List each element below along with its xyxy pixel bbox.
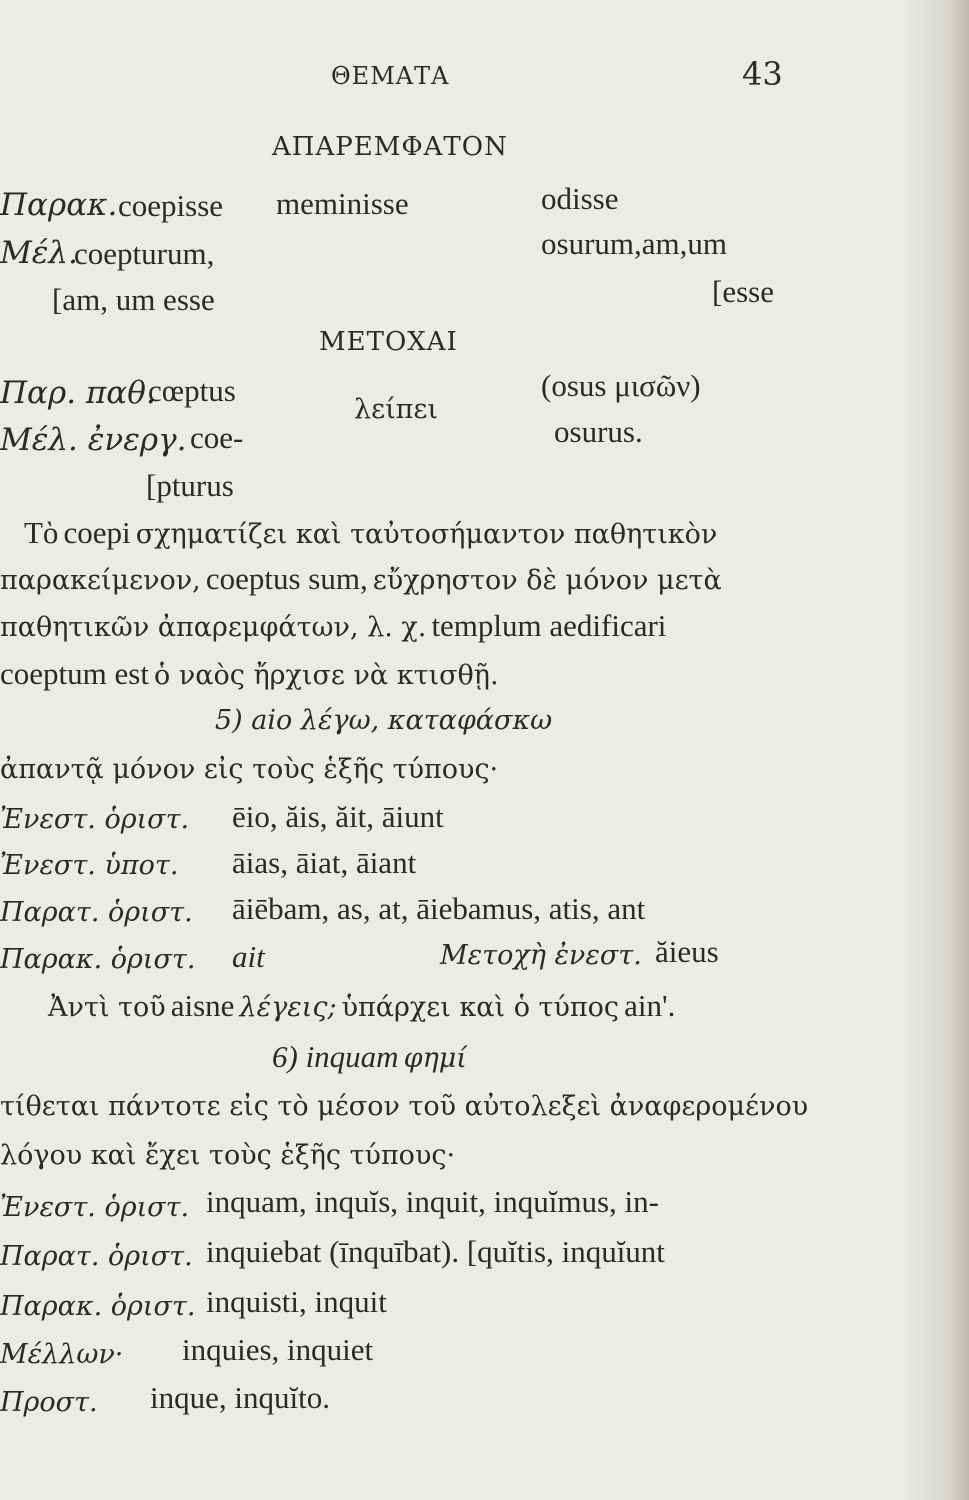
row-label: Ἐνεστ. ὑποτ. bbox=[0, 850, 179, 881]
row-label: Ἐνεστ. ὁριστ. bbox=[0, 804, 190, 835]
latin-form: osurum,am,um bbox=[541, 226, 727, 261]
latin-form: ēio, ăis, ăit, āiunt bbox=[232, 799, 444, 834]
latin-text: coeptus sum, bbox=[205, 561, 368, 596]
latin-text: ain'. bbox=[624, 988, 676, 1023]
row-label: Παρακ. ὁριστ. bbox=[0, 944, 196, 975]
paragraph-line bbox=[24, 517, 717, 548]
paragraph-line bbox=[0, 610, 666, 641]
section-intro: ἀπαντᾷ μόνον εἰς τοὺς ἑξῆς τύπους· bbox=[0, 754, 499, 785]
greek-text: φημί bbox=[403, 1043, 467, 1074]
page-fold-shadow bbox=[899, 0, 969, 1500]
participle-label: Μετοχὴ ἐνεστ. bbox=[440, 940, 642, 971]
paragraph-line bbox=[0, 658, 499, 689]
latin-form: āiēbam, as, at, āiebamus, atis, ant bbox=[232, 891, 646, 926]
row-label: Προστ. bbox=[0, 1387, 98, 1418]
row-label: Ἐνεστ. ὁριστ. bbox=[0, 1192, 190, 1223]
latin-form: inque, inquĭto. bbox=[150, 1380, 330, 1415]
row-label: Μέλλων· bbox=[0, 1339, 124, 1370]
paragraph-line bbox=[0, 563, 722, 594]
row-label: Μέλ. bbox=[0, 235, 78, 271]
latin-form: (osus μισῶν) bbox=[541, 368, 701, 403]
greek-text: ὑπάρχει καὶ ὁ τύπος bbox=[341, 992, 620, 1023]
row-label: Παρατ. ὁριστ. bbox=[0, 1241, 193, 1272]
latin-text: aisne bbox=[170, 988, 235, 1023]
latin-form: meminisse bbox=[276, 186, 409, 221]
row-label: Παρακ. bbox=[0, 187, 118, 223]
latin-form: coe- bbox=[190, 420, 244, 455]
latin-form: odisse bbox=[541, 181, 619, 216]
latin-form: inquisti, inquit bbox=[206, 1284, 387, 1319]
latin-form: inquam, inquĭs, inquit, inquĭmus, in- bbox=[206, 1184, 659, 1219]
latin-form: ăieus bbox=[655, 934, 719, 969]
greek-text: Τὸ bbox=[24, 515, 59, 550]
greek-text: εὔχρηστον δὲ μόνον μετὰ bbox=[372, 565, 722, 596]
greek-text: παρακείμενον, bbox=[0, 565, 201, 596]
latin-form: coepisse bbox=[118, 188, 224, 223]
latin-text: coeptum est bbox=[0, 656, 149, 691]
running-title: ΘΕΜΑΤΑ bbox=[331, 62, 450, 90]
row-label: Παρατ. ὁριστ. bbox=[0, 897, 193, 928]
latin-form: ait bbox=[232, 939, 265, 974]
latin-form: coepturum, bbox=[74, 236, 215, 271]
row-label: Παρακ. ὁριστ. bbox=[0, 1291, 196, 1322]
page-number: 43 bbox=[742, 55, 783, 93]
latin-form: cœptus bbox=[148, 373, 236, 408]
section-heading bbox=[272, 1041, 467, 1072]
latin-form: āias, āiat, āiant bbox=[232, 845, 417, 880]
latin-form: [am, um esse bbox=[52, 282, 215, 317]
section-intro: λόγου καὶ ἔχει τοὺς ἑξῆς τύπους· bbox=[0, 1140, 456, 1171]
row-label: Μέλ. ἐνεργ. bbox=[0, 422, 187, 458]
infinitive-heading: ΑΠΑΡΕΜΦΑΤΟΝ bbox=[272, 132, 508, 162]
latin-text: 6) inquam bbox=[272, 1039, 399, 1074]
note-line bbox=[48, 990, 675, 1021]
latin-form: [pturus bbox=[146, 468, 234, 503]
latin-text: templum aedificari bbox=[431, 608, 667, 643]
greek-text: Ἀντὶ τοῦ bbox=[48, 992, 166, 1023]
section-heading: 5) aio λέγω, καταφάσκω bbox=[215, 705, 553, 736]
middle-note: λείπει bbox=[354, 394, 439, 425]
latin-form: [esse bbox=[712, 274, 774, 309]
section-intro: τίθεται πάντοτε εἰς τὸ μέσον τοῦ αὐτολεξεὶ ἀναφερομένου bbox=[0, 1091, 809, 1122]
latin-form: osurus. bbox=[554, 414, 643, 449]
latin-text: coepi bbox=[63, 515, 131, 550]
greek-text: σχηματίζει καὶ ταὐτοσήμαντον παθητικὸν bbox=[135, 519, 718, 550]
latin-form: inquiebat (īnquībat). [quĭtis, inquĭunt bbox=[206, 1234, 665, 1269]
row-label: Παρ. παθ. bbox=[0, 375, 156, 411]
latin-form: inquies, inquiet bbox=[182, 1332, 374, 1367]
greek-text: λέγεις; bbox=[239, 992, 337, 1023]
greek-text: παθητικῶν ἀπαρεμφάτων, λ. χ. bbox=[0, 612, 427, 643]
greek-text: ὁ ναὸς ἤρχισε νὰ κτισθῇ. bbox=[154, 660, 499, 691]
participles-heading: ΜΕΤΟΧΑΙ bbox=[319, 327, 458, 357]
